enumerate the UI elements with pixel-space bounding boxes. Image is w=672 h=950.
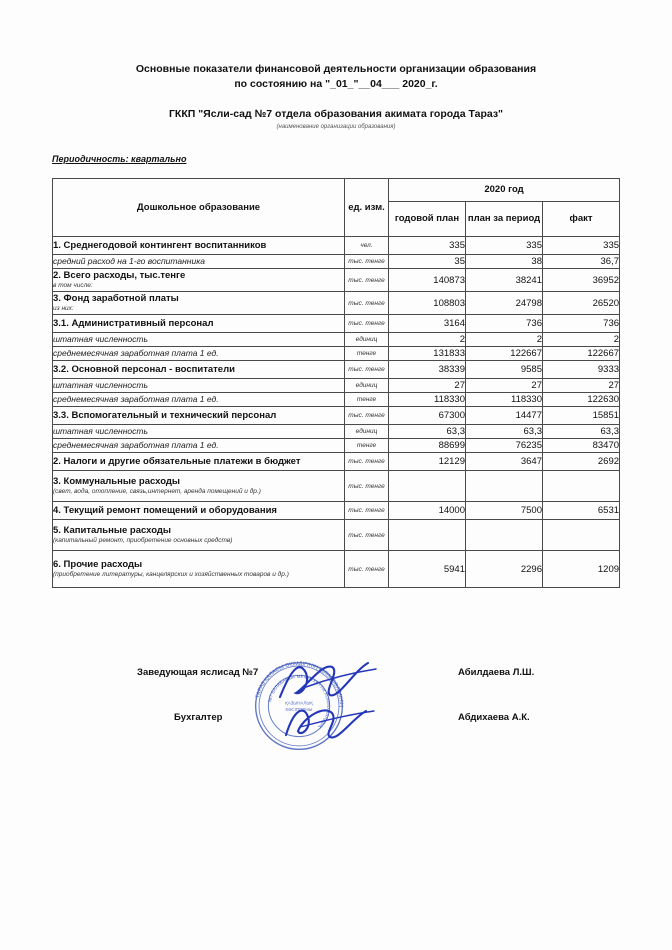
row-label xyxy=(53,333,345,347)
row-value: 9585 xyxy=(466,361,543,379)
signature-mark-accountant xyxy=(280,701,384,745)
row-value: 15851 xyxy=(543,407,620,425)
row-value: 12129 xyxy=(389,453,466,471)
row-label-text: среднемесячная заработная плата 1 ед. xyxy=(53,394,219,404)
row-label-text: средний расход на 1-го воспитанника xyxy=(53,256,205,266)
row-label xyxy=(53,292,345,315)
document-title-line2: по состоянию на "_01_"__04___ 2020_г. xyxy=(234,78,438,90)
row-value xyxy=(466,471,543,502)
row-label xyxy=(53,255,345,269)
table-row xyxy=(53,393,620,407)
row-value: 118330 xyxy=(466,393,543,407)
table-row xyxy=(53,237,620,255)
row-label xyxy=(53,471,345,502)
row-value: 2 xyxy=(543,333,620,347)
row-label-text: среднемесячная заработная плата 1 ед. xyxy=(53,440,219,450)
document-title-line1: Основные показатели финансовой деятельности организации образования xyxy=(135,63,537,75)
row-value: 140873 xyxy=(389,269,466,292)
table-row xyxy=(53,269,620,292)
row-label-text: среднемесячная заработная плата 1 ед. xyxy=(53,348,219,358)
row-value xyxy=(543,471,620,502)
row-value: 3164 xyxy=(389,315,466,333)
row-label-text: 2. Всего расходы, тыс.тенге xyxy=(53,270,186,281)
row-value: 122667 xyxy=(466,347,543,361)
row-value: 2692 xyxy=(543,453,620,471)
row-value: 67300 xyxy=(389,407,466,425)
row-label-note: (капитальный ремонт, приобретение основных средств) xyxy=(53,537,233,544)
table-row xyxy=(53,347,620,361)
row-label xyxy=(53,393,345,407)
table-header-year: 2020 год xyxy=(389,179,620,202)
svg-text:КӘСІПОРНЫ: КӘСІПОРНЫ xyxy=(285,707,313,713)
signature-name-director: Абилдаева Л.Ш. xyxy=(458,667,535,678)
row-value: 5941 xyxy=(389,551,466,588)
row-label-text: 4. Текущий ремонт помещений и оборудования xyxy=(53,505,277,516)
row-unit: тыс. тенге xyxy=(345,361,389,379)
row-value: 36952 xyxy=(543,269,620,292)
row-unit: тенге xyxy=(345,393,389,407)
row-label-text: 3.3. Вспомогательный и технический персонал xyxy=(53,410,277,421)
svg-text:ТАРАЗ ҚАЛАСЫ ӘКІМДІГІНІҢ БІЛІМ: ТАРАЗ ҚАЛАСЫ ӘКІМДІГІНІҢ БІЛІМ БӨЛІМІНІҢ xyxy=(254,661,344,708)
row-label xyxy=(53,347,345,361)
row-label xyxy=(53,407,345,425)
table-header-annual-plan: годовой план xyxy=(389,202,466,237)
row-value: 27 xyxy=(389,379,466,393)
row-label-text: 3.1. Административный персонал xyxy=(53,318,214,329)
row-value: 736 xyxy=(466,315,543,333)
table-row xyxy=(53,315,620,333)
row-value: 2 xyxy=(466,333,543,347)
row-label-text: 5. Капитальные расходы xyxy=(53,525,172,536)
row-label-text: 3. Коммунальные расходы xyxy=(53,476,181,487)
row-unit: тыс. тенге xyxy=(345,520,389,551)
table-header-fact: факт xyxy=(543,202,620,237)
row-value: 38339 xyxy=(389,361,466,379)
table-row xyxy=(53,361,620,379)
row-value xyxy=(543,520,620,551)
row-value: 27 xyxy=(466,379,543,393)
row-value: 63,3 xyxy=(543,425,620,439)
row-unit: тыс. тенге xyxy=(345,407,389,425)
row-value xyxy=(466,520,543,551)
row-value: 108803 xyxy=(389,292,466,315)
row-label-text: штатная численность xyxy=(53,426,148,436)
row-value: 118330 xyxy=(389,393,466,407)
row-label-text: 3.2. Основной персонал - воспитатели xyxy=(53,364,235,375)
row-label xyxy=(53,520,345,551)
table-row xyxy=(53,425,620,439)
svg-text:№7 БАЛАБАҚША МЕМЛЕКЕТТІК КОММУ: №7 БАЛАБАҚША МЕМЛЕКЕТТІК КОММУНАЛДЫҚ xyxy=(267,673,332,730)
row-unit: тыс. тенге xyxy=(345,453,389,471)
row-unit: тыс. тенге xyxy=(345,255,389,269)
row-value: 335 xyxy=(389,237,466,255)
row-unit: тенге xyxy=(345,347,389,361)
row-value: 63,3 xyxy=(389,425,466,439)
row-label-note: (приобретение литературы, канцелярских и хозяйственных товаров и др.) xyxy=(53,571,289,578)
row-label xyxy=(53,502,345,520)
row-value: 63,3 xyxy=(466,425,543,439)
table-row xyxy=(53,520,620,551)
periodicity-label: Периодичность: квартально xyxy=(52,154,187,164)
table-header-unit: ед. изм. xyxy=(345,179,389,237)
row-label xyxy=(53,269,345,292)
row-value: 88699 xyxy=(389,439,466,453)
row-label xyxy=(53,379,345,393)
table-header-period-plan: план за период xyxy=(466,202,543,237)
row-value: 14000 xyxy=(389,502,466,520)
signature-title-accountant: Бухгалтер xyxy=(174,712,223,723)
row-label-text: 2. Налоги и другие обязательные платежи в бюджет xyxy=(53,456,301,467)
row-value: 26520 xyxy=(543,292,620,315)
row-unit: тыс. тенге xyxy=(345,471,389,502)
row-value: 76235 xyxy=(466,439,543,453)
row-value: 6531 xyxy=(543,502,620,520)
row-value: 122667 xyxy=(543,347,620,361)
row-unit: единиц xyxy=(345,333,389,347)
row-unit: тенге xyxy=(345,439,389,453)
table-row xyxy=(53,379,620,393)
signature-title-director: Заведующая яслисад №7 xyxy=(137,667,259,678)
row-value: 83470 xyxy=(543,439,620,453)
table-row xyxy=(53,551,620,588)
row-unit: тыс. тенге xyxy=(345,292,389,315)
row-unit: тыс. тенге xyxy=(345,315,389,333)
row-value: 9333 xyxy=(543,361,620,379)
table-row xyxy=(53,502,620,520)
table-header-name: Дошкольное образование xyxy=(53,179,345,237)
row-value: 131833 xyxy=(389,347,466,361)
row-value: 736 xyxy=(543,315,620,333)
organization-name: ГККП "Ясли-сад №7 отдела образования акимата города Тараз" xyxy=(168,108,504,120)
row-label-note: (свет, вода, отопление, связь,интернет, аренда помещений и др.) xyxy=(53,488,261,495)
organization-caption: (наименование организации образования) xyxy=(276,124,396,130)
row-value: 2 xyxy=(389,333,466,347)
row-label-note: из них: xyxy=(53,305,74,312)
row-label xyxy=(53,551,345,588)
row-label-note: в том числе: xyxy=(53,282,93,289)
row-value: 2296 xyxy=(466,551,543,588)
row-label xyxy=(53,425,345,439)
official-stamp-icon xyxy=(248,655,350,757)
svg-text:ҚАЗЫНАЛЫҚ: ҚАЗЫНАЛЫҚ xyxy=(285,700,313,706)
row-unit: тыс. тенге xyxy=(345,502,389,520)
signature-mark-director xyxy=(276,657,386,705)
row-unit: единиц xyxy=(345,379,389,393)
row-value: 38 xyxy=(466,255,543,269)
table-body xyxy=(53,237,620,588)
table-row xyxy=(53,439,620,453)
signature-name-accountant: Абдихаева А.К. xyxy=(458,712,530,723)
row-label xyxy=(53,439,345,453)
row-value: 335 xyxy=(466,237,543,255)
row-unit: чел. xyxy=(345,237,389,255)
row-label-text: 3. Фонд заработной платы xyxy=(53,293,179,304)
row-unit: единиц xyxy=(345,425,389,439)
row-label-text: 1. Среднегодовой контингент воспитанников xyxy=(53,240,267,251)
row-value xyxy=(389,471,466,502)
row-value: 122630 xyxy=(543,393,620,407)
signature-block xyxy=(0,655,672,765)
table-row xyxy=(53,453,620,471)
row-value: 1209 xyxy=(543,551,620,588)
row-unit: тыс. тенге xyxy=(345,551,389,588)
row-value: 3647 xyxy=(466,453,543,471)
row-unit: тыс. тенге xyxy=(345,269,389,292)
row-label xyxy=(53,361,345,379)
row-label xyxy=(53,237,345,255)
row-value: 24798 xyxy=(466,292,543,315)
row-value: 7500 xyxy=(466,502,543,520)
row-value: 36,7 xyxy=(543,255,620,269)
row-value: 335 xyxy=(543,237,620,255)
table-row xyxy=(53,255,620,269)
table-row xyxy=(53,292,620,315)
table-row xyxy=(53,471,620,502)
row-label-text: 6. Прочие расходы xyxy=(53,559,143,570)
row-label-text: штатная численность xyxy=(53,380,148,390)
row-label-text: штатная численность xyxy=(53,334,148,344)
row-value xyxy=(389,520,466,551)
row-value: 35 xyxy=(389,255,466,269)
row-value: 38241 xyxy=(466,269,543,292)
row-value: 14477 xyxy=(466,407,543,425)
table-row xyxy=(53,333,620,347)
row-label xyxy=(53,453,345,471)
row-label xyxy=(53,315,345,333)
row-value: 27 xyxy=(543,379,620,393)
financial-indicators-table xyxy=(52,178,620,588)
table-row xyxy=(53,407,620,425)
